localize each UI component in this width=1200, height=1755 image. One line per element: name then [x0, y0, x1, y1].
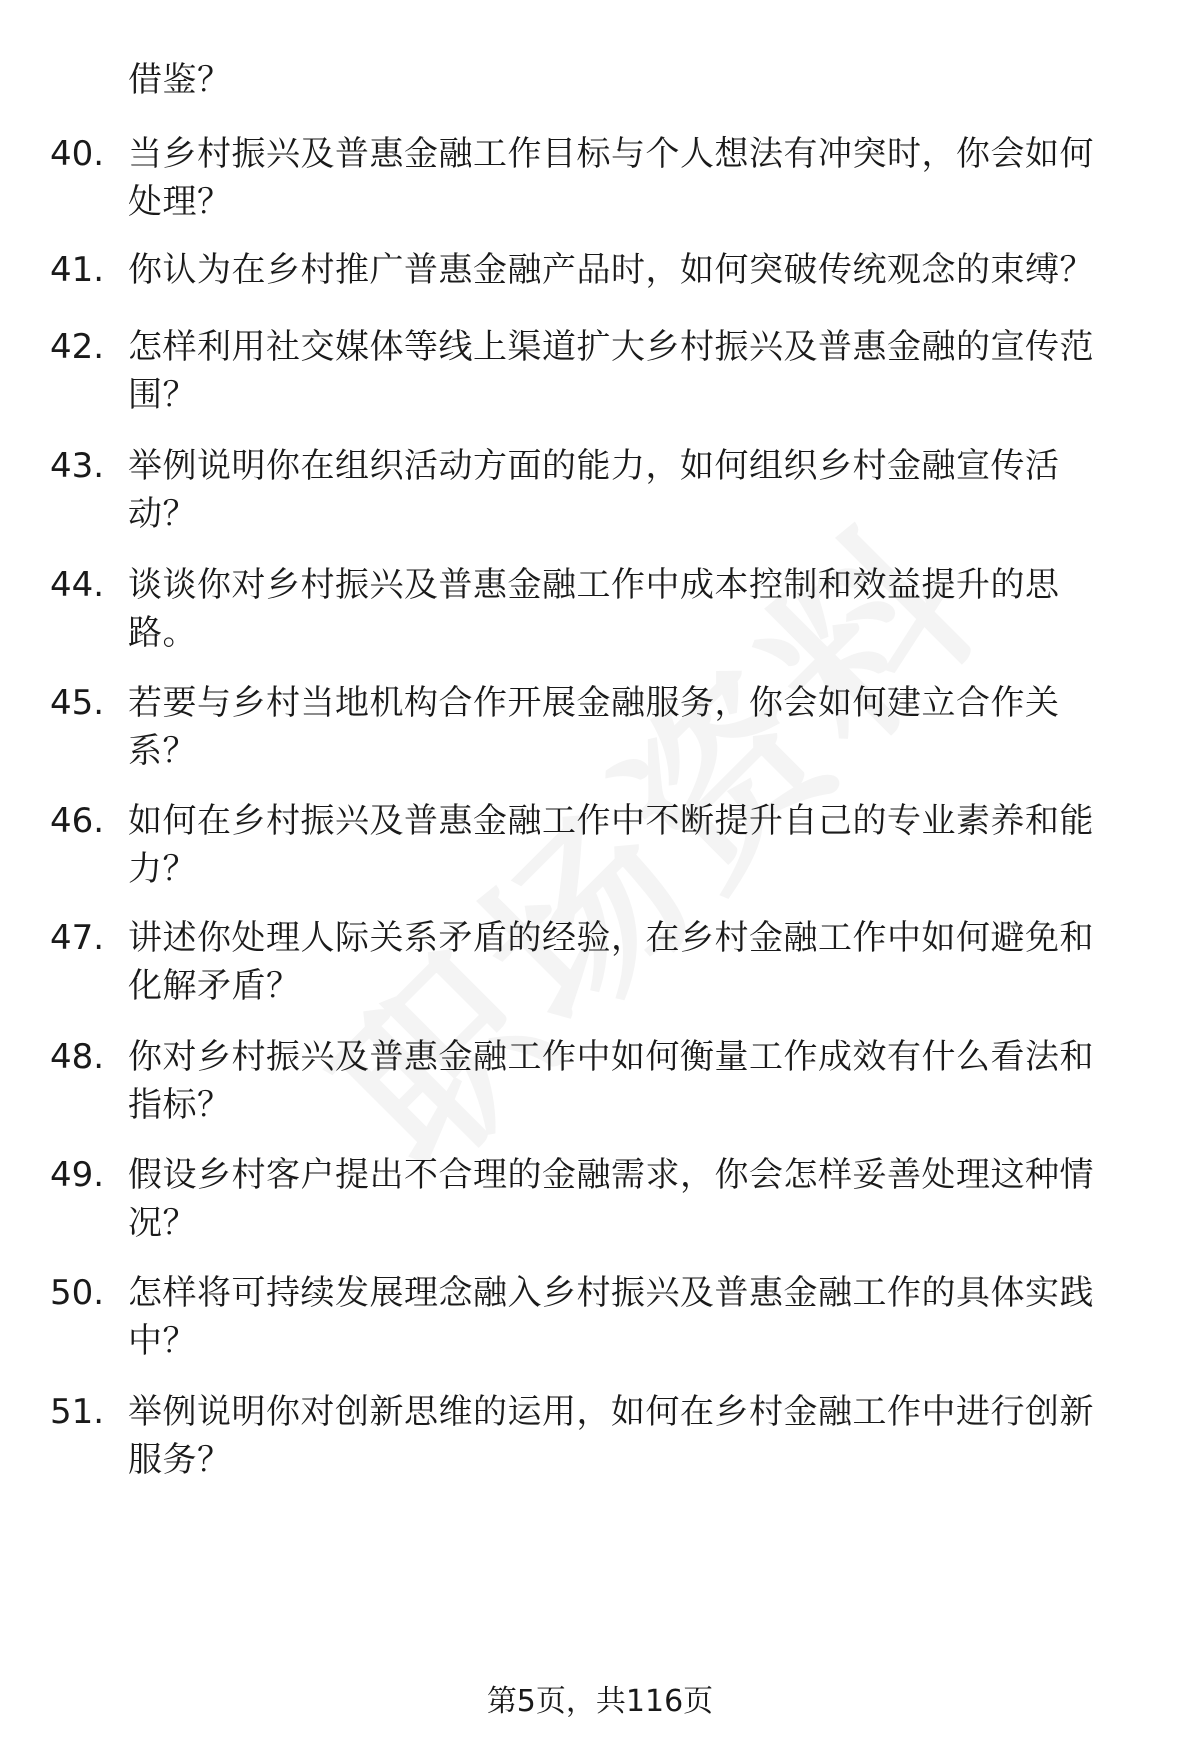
question-text	[128, 323, 1138, 419]
question-line: 力？	[128, 849, 197, 889]
question-text	[128, 1033, 1138, 1129]
question-line: 怎样将可持续发展理念融入乡村振兴及普惠金融工作的具体实践	[128, 1273, 1094, 1313]
question-line: 路。	[128, 613, 197, 653]
question-line: 谈谈你对乡村振兴及普惠金融工作中成本控制和效益提升的思	[128, 565, 1060, 605]
question-line: 假设乡村客户提出不合理的金融需求，你会怎样妥善处理这种情	[128, 1155, 1094, 1195]
question-text	[128, 1151, 1138, 1247]
question-number: 46.	[50, 801, 105, 841]
question-line: 如何在乡村振兴及普惠金融工作中不断提升自己的专业素养和能	[128, 801, 1094, 841]
question-number: 47.	[50, 918, 105, 958]
question-number: 49.	[50, 1155, 105, 1195]
continued-text: 借鉴？	[128, 60, 232, 100]
question-line: 化解矛盾？	[128, 966, 301, 1006]
question-line: 怎样利用社交媒体等线上渠道扩大乡村振兴及普惠金融的宣传范	[128, 327, 1094, 367]
question-number: 43.	[50, 446, 105, 486]
question-line: 指标？	[128, 1085, 232, 1125]
question-line: 况？	[128, 1203, 197, 1243]
question-number: 42.	[50, 327, 105, 367]
question-text	[128, 246, 1138, 294]
question-line: 中？	[128, 1321, 197, 1361]
question-line: 处理？	[128, 182, 232, 222]
question-line: 讲述你处理人际关系矛盾的经验，在乡村金融工作中如何避免和	[128, 918, 1094, 958]
question-number: 41.	[50, 250, 105, 290]
question-number: 48.	[50, 1037, 105, 1077]
page-footer: 第5页，共116页	[486, 1684, 714, 1719]
question-number: 51.	[50, 1392, 105, 1432]
question-line: 系？	[128, 731, 197, 771]
question-line: 服务？	[128, 1440, 232, 1480]
question-line: 举例说明你对创新思维的运用，如何在乡村金融工作中进行创新	[128, 1392, 1094, 1432]
question-text	[128, 797, 1138, 893]
question-line: 举例说明你在组织活动方面的能力，如何组织乡村金融宣传活	[128, 446, 1060, 486]
question-number: 44.	[50, 565, 105, 605]
question-text	[128, 130, 1138, 226]
question-text	[128, 914, 1138, 1010]
question-line: 动？	[128, 494, 197, 534]
question-text	[128, 679, 1138, 775]
question-number: 40.	[50, 134, 105, 174]
question-number: 50.	[50, 1273, 105, 1313]
question-text	[128, 1388, 1138, 1484]
question-text	[128, 561, 1138, 657]
question-number: 45.	[50, 683, 105, 723]
question-text	[128, 1269, 1138, 1365]
question-text	[128, 442, 1138, 538]
question-line: 你认为在乡村推广普惠金融产品时，如何突破传统观念的束缚？	[128, 250, 1094, 290]
question-line: 你对乡村振兴及普惠金融工作中如何衡量工作成效有什么看法和	[128, 1037, 1094, 1077]
question-line: 当乡村振兴及普惠金融工作目标与个人想法有冲突时，你会如何	[128, 134, 1094, 174]
question-line: 若要与乡村当地机构合作开展金融服务，你会如何建立合作关	[128, 683, 1060, 723]
question-line: 围？	[128, 375, 197, 415]
